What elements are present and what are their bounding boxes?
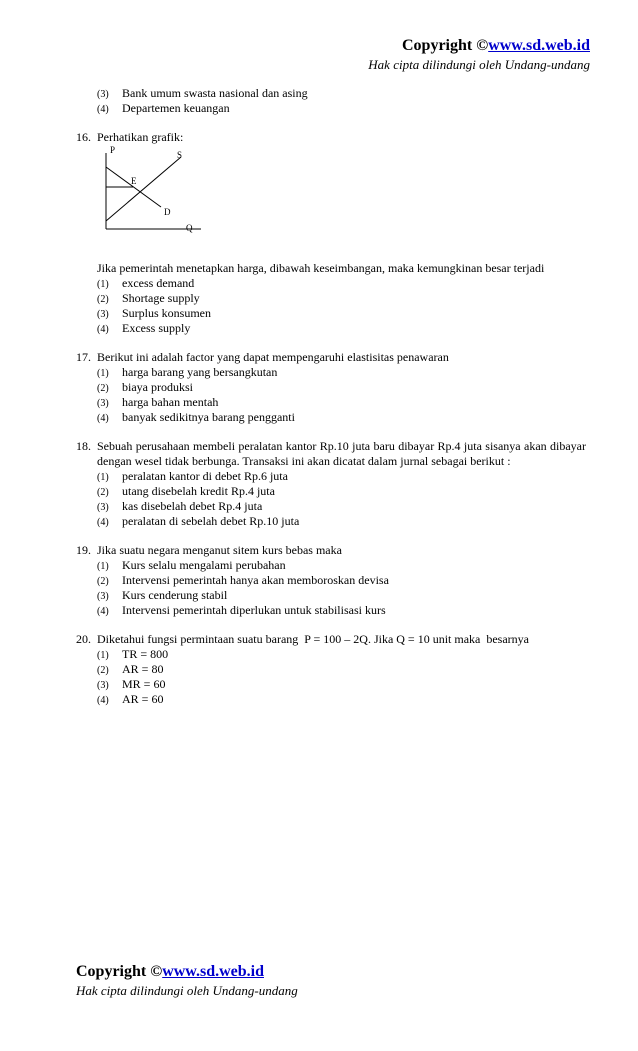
option-item: [76, 321, 586, 336]
option-item: [76, 692, 586, 707]
option-number: (1): [97, 561, 109, 572]
footer-copyright-prefix: Copyright ©: [76, 963, 163, 980]
option-number: (4): [97, 413, 109, 424]
option-number: (3): [97, 309, 109, 320]
graph-label-p: P: [110, 145, 116, 155]
option-number: (2): [97, 294, 109, 305]
option-item: [76, 291, 586, 306]
option-text: banyak sedikitnya barang pengganti: [122, 410, 295, 424]
option-item: [76, 603, 586, 618]
option-item: [76, 410, 586, 425]
option-number: (4): [97, 324, 109, 335]
option-item: [76, 677, 586, 692]
option-item: [76, 365, 586, 380]
header-website-link[interactable]: www.sd.web.id: [488, 37, 590, 54]
option-number: (4): [97, 695, 109, 706]
document-body: [76, 86, 586, 707]
question-text: Berikut ini adalah factor yang dapat mempengaruhi elastisitas penawaran: [97, 350, 449, 364]
option-item: [76, 306, 586, 321]
option-text: Intervensi pemerintah hanya akan memboroskan devisa: [122, 573, 389, 587]
question-17: [76, 350, 586, 425]
options-list: [76, 276, 586, 336]
option-number: (2): [97, 576, 109, 587]
option-item: [76, 469, 586, 484]
options-list: [76, 365, 586, 425]
question-20: [76, 632, 586, 707]
option-item: [76, 514, 586, 529]
question-text: Jika suatu negara menganut sitem kurs bebas maka: [97, 543, 342, 557]
option-text: Bank umum swasta nasional dan asing: [122, 86, 308, 100]
page-header: [368, 36, 590, 74]
option-text: Kurs selalu mengalami perubahan: [122, 558, 286, 572]
footer-website-link[interactable]: www.sd.web.id: [162, 963, 264, 980]
options-list: [76, 558, 586, 618]
option-item: [76, 380, 586, 395]
option-text: Surplus konsumen: [122, 306, 212, 320]
question-number: 17.: [76, 350, 91, 364]
option-number: (1): [97, 650, 109, 661]
page-footer: [76, 962, 298, 1000]
option-number: (3): [97, 680, 109, 691]
option-item: [76, 588, 586, 603]
option-item: [76, 276, 586, 291]
option-text: harga barang yang bersangkutan: [122, 365, 278, 379]
option-text: Intervensi pemerintah diperlukan untuk stabilisasi kurs: [122, 603, 386, 617]
continued-options: [76, 86, 586, 116]
header-subtitle: Hak cipta dilindungi oleh Undang-undang: [368, 57, 590, 72]
option-text: AR = 80: [122, 662, 164, 676]
header-copyright-prefix: Copyright ©: [402, 37, 489, 54]
option-number: (1): [97, 472, 109, 483]
option-number: (1): [97, 279, 109, 290]
option-number: (3): [97, 591, 109, 602]
supply-demand-graph: [97, 145, 227, 237]
option-item: [76, 86, 586, 101]
option-text: Shortage supply: [122, 291, 200, 305]
option-number: (1): [97, 368, 109, 379]
option-item: [76, 499, 586, 514]
options-list: [76, 647, 586, 707]
header-copyright: [368, 36, 590, 56]
option-item: [76, 647, 586, 662]
graph-label-d: D: [164, 207, 171, 217]
question-text: Perhatikan grafik:: [97, 130, 184, 144]
option-number: (3): [97, 502, 109, 513]
option-text: excess demand: [122, 276, 195, 290]
graph-lines: [97, 145, 227, 237]
option-item: [76, 662, 586, 677]
option-number: (2): [97, 665, 109, 676]
option-number: (3): [97, 398, 109, 409]
option-text: MR = 60: [122, 677, 166, 691]
option-number: (4): [97, 606, 109, 617]
graph-label-e: E: [131, 176, 137, 186]
option-number: (4): [97, 104, 109, 115]
option-item: [76, 395, 586, 410]
option-text: Kurs cenderung stabil: [122, 588, 228, 602]
option-item: [76, 484, 586, 499]
option-text: peralatan di sebelah debet Rp.10 juta: [122, 514, 300, 528]
option-text: kas disebelah debet Rp.4 juta: [122, 499, 263, 513]
question-text: Sebuah perusahaan membeli peralatan kantor Rp.10 juta baru dibayar Rp.4 juta sisanya akan dibayar dengan wesel tidak berbunga. Transaksi ini akan dicatat dalam jurnal sebagai berikut :: [97, 439, 586, 468]
option-item: [76, 573, 586, 588]
question-statement: Jika pemerintah menetapkan harga, dibawah keseimbangan, maka kemungkinan besar terjadi: [97, 261, 545, 275]
option-text: utang disebelah kredit Rp.4 juta: [122, 484, 275, 498]
footer-subtitle: Hak cipta dilindungi oleh Undang-undang: [76, 983, 298, 998]
option-text: harga bahan mentah: [122, 395, 219, 409]
options-list: [76, 469, 586, 529]
question-18: [76, 439, 586, 529]
option-text: TR = 800: [122, 647, 169, 661]
graph-label-q: Q: [186, 223, 193, 233]
option-text: Departemen keuangan: [122, 101, 230, 115]
question-number: 19.: [76, 543, 91, 557]
option-item: [76, 101, 586, 116]
option-number: (2): [97, 487, 109, 498]
question-16: [76, 130, 586, 336]
footer-copyright: [76, 962, 298, 982]
option-text: peralatan kantor di debet Rp.6 juta: [122, 469, 288, 483]
option-number: (3): [97, 89, 109, 100]
option-item: [76, 558, 586, 573]
option-text: AR = 60: [122, 692, 164, 706]
question-number: 20.: [76, 632, 91, 646]
option-text: Excess supply: [122, 321, 191, 335]
option-text: biaya produksi: [122, 380, 193, 394]
option-number: (2): [97, 383, 109, 394]
graph-label-s: S: [177, 150, 183, 160]
question-text: Diketahui fungsi permintaan suatu barang P = 100 – 2Q. Jika Q = 10 unit maka besarnya: [97, 632, 529, 646]
question-number: 18.: [76, 439, 91, 453]
question-19: [76, 543, 586, 618]
question-number: 16.: [76, 130, 91, 144]
option-number: (4): [97, 517, 109, 528]
